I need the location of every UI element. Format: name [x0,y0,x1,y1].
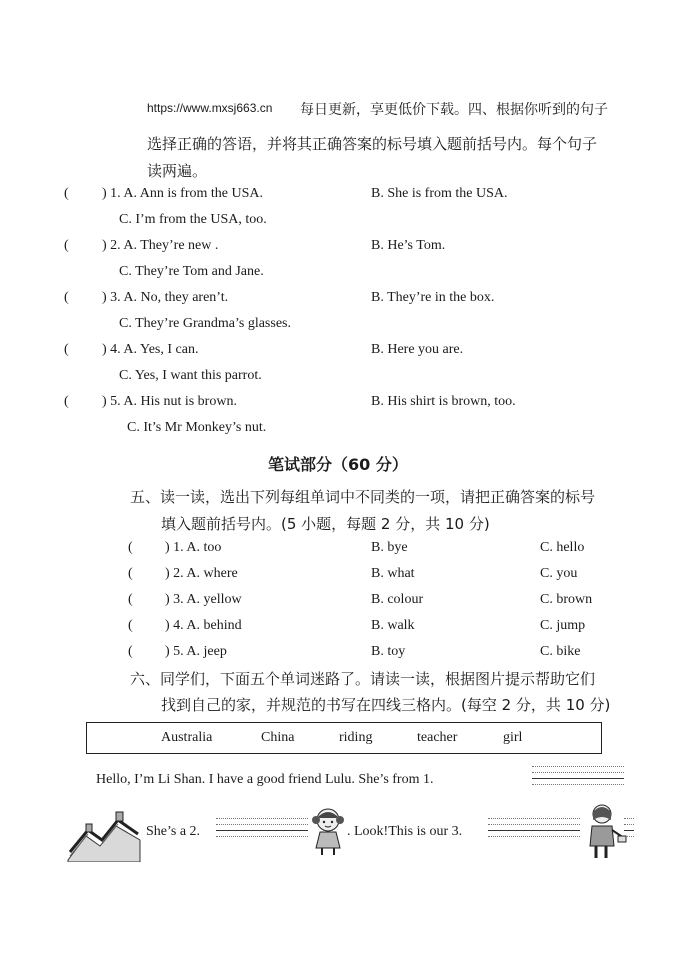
answer-paren[interactable]: ( [64,238,69,253]
word-bank-item: teacher [417,730,458,745]
question-option-a: ) 2. A. They’re new . [102,238,219,253]
word-bank-box [86,722,602,754]
answer-paren[interactable]: ( [128,644,133,659]
answer-paren[interactable]: ( [128,618,133,633]
section4-instruction-line2: 选择正确的答语，并将其正确答案的标号填入题前括号内。每个句子 [147,135,598,153]
question-option-a: ) 5. A. His nut is brown. [102,394,237,409]
question-option-a: ) 4. A. Yes, I can. [102,342,199,357]
question-option-b: B. She is from the USA. [371,186,508,201]
section6-instruction-line1: 六、同学们，下面五个单词迷路了。请读一读，根据图片提示帮助它们 [130,670,596,688]
answer-paren[interactable]: ( [64,290,69,305]
girl-picture [310,806,346,856]
question-option-a: ) 3. A. No, they aren’t. [102,290,229,305]
section6-instruction-line2: 找到自己的家，并规范的书写在四线三格内。(每空 2 分，共 10 分) [161,696,611,714]
option-b: B. colour [371,592,424,607]
answer-paren[interactable]: ( [128,566,133,581]
written-part-title: 笔试部分（60 分） [268,455,408,474]
question-option-c: C. Yes, I want this parrot. [119,368,262,383]
answer-paren[interactable]: ( [128,592,133,607]
question-option-c: C. They’re Grandma’s glasses. [119,316,291,331]
passage-sentence-2a: She’s a 2. [146,824,201,839]
word-bank-item: riding [339,730,373,745]
option-b: B. toy [371,644,406,659]
teacher-picture [584,800,628,860]
answer-four-line-3[interactable] [488,818,580,836]
section5-instruction-line2: 填入题前括号内。(5 小题，每题 2 分，共 10 分) [161,515,490,533]
word-bank-item: girl [503,730,523,745]
answer-four-line-1[interactable] [532,766,624,784]
question-option-c: C. I’m from the USA, too. [119,212,267,227]
answer-paren[interactable]: ( [128,540,133,555]
option-c: C. hello [540,540,585,555]
answer-four-line-2[interactable] [216,818,308,836]
question-option-b: B. He’s Tom. [371,238,446,253]
option-a: ) 2. A. where [165,566,238,581]
option-b: B. walk [371,618,415,633]
option-a: ) 5. A. jeep [165,644,227,659]
option-a: ) 4. A. behind [165,618,242,633]
question-option-b: B. They’re in the box. [371,290,495,305]
passage-sentence-1: Hello, I’m Li Shan. I have a good friend Lulu. She’s from 1. [96,772,434,787]
question-option-b: B. Here you are. [371,342,464,357]
question-option-a: ) 1. A. Ann is from the USA. [102,186,263,201]
option-b: B. what [371,566,415,581]
great-wall-picture [66,806,142,862]
option-c: C. brown [540,592,593,607]
answer-paren[interactable]: ( [64,186,69,201]
question-option-c: C. It’s Mr Monkey’s nut. [127,420,267,435]
option-c: C. jump [540,618,586,633]
option-c: C. bike [540,644,581,659]
option-b: B. bye [371,540,408,555]
option-c: C. you [540,566,578,581]
passage-sentence-2b: . Look!This is our 3. [347,824,463,839]
option-a: ) 3. A. yellow [165,592,242,607]
option-a: ) 1. A. too [165,540,222,555]
answer-paren[interactable]: ( [64,394,69,409]
section4-instruction-line3: 读两遍。 [147,162,208,180]
question-option-b: B. His shirt is brown, too. [371,394,516,409]
source-url[interactable]: https://www.mxsj663.cn [147,101,273,115]
answer-paren[interactable]: ( [64,342,69,357]
section5-instruction-line1: 五、读一读，选出下列每组单词中不同类的一项，请把正确答案的标号 [130,488,596,506]
header-notice: 每日更新，享更低价下载。四、根据你听到的句子 [300,102,608,118]
question-option-c: C. They’re Tom and Jane. [119,264,264,279]
word-bank-item: China [261,730,295,745]
word-bank-item: Australia [161,730,213,745]
